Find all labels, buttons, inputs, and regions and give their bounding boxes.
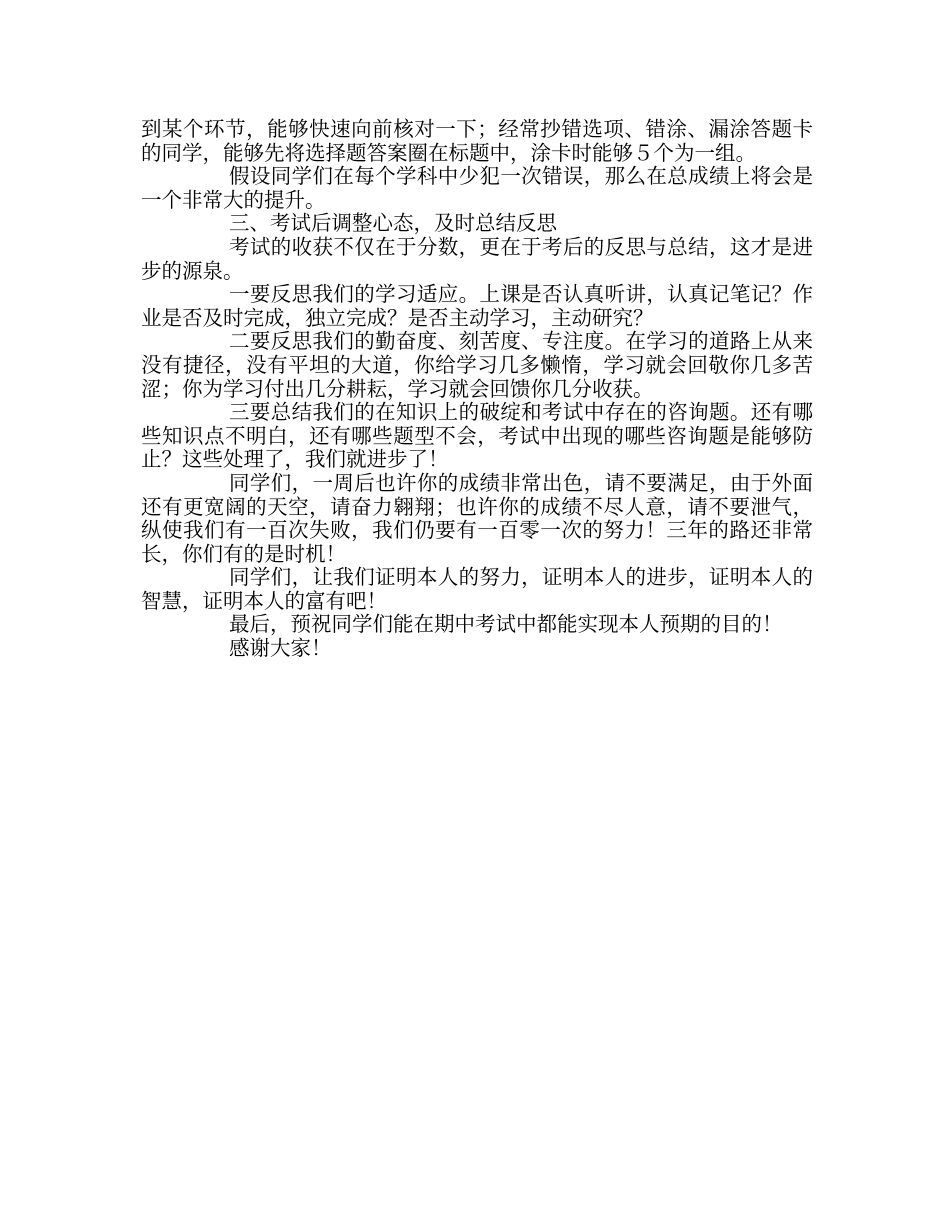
paragraph-prove-yourself: 同学们，让我们证明本人的努力，证明本人的进步，证明本人的智慧，证明本人的富有吧！ <box>141 565 813 613</box>
paragraph-summarize-gaps: 三要总结我们的在知识上的破绽和考试中存在的咨询题。还有哪些知识点不明白，还有哪些题型不会，考试中出现的哪些咨询题是能够防止？这些处理了，我们就进步了！ <box>141 400 813 472</box>
paragraph-encouragement: 同学们，一周后也许你的成绩非常出色，请不要满足，由于外面还有更宽阔的天空，请奋力翱翔；也许你的成绩不尽人意，请不要泄气，纵使我们有一百次失败，我们仍要有一百零一次的努力！三年的路还非常长，你们有的是时机！ <box>141 470 813 566</box>
paragraph-reflect-adaptation: 一要反思我们的学习适应。上课是否认真听讲，认真记笔记？作业是否及时完成，独立完成？是否主动学习，主动研究？ <box>141 282 813 330</box>
section-heading-three: 三、考试后调整心态，及时总结反思 <box>229 211 557 236</box>
paragraph-improvement: 假设同学们在每个学科中少犯一次错误，那么在总成绩上将会是一个非常大的提升。 <box>141 164 813 212</box>
paragraph-thanks: 感谢大家！ <box>229 636 332 661</box>
paragraph-reflect-diligence: 二要反思我们的勤奋度、刻苦度、专注度。在学习的道路上从来没有捷径，没有平坦的大道，你给学习几多懒惰，学习就会回敬你几多苦涩；你为学习付出几分耕耘，学习就会回馈你几分收获。 <box>141 329 813 401</box>
document-body <box>141 118 813 661</box>
paragraph-reflection-intro: 考试的收获不仅在于分数，更在于考后的反思与总结，这才是进步的源泉。 <box>141 234 813 283</box>
paragraph-continuation: 到某个环节，能够快速向前核对一下；经常抄错选项、错涂、漏涂答题卡的同学，能够先将选择题答案圈在标题中，涂卡时能够５个为一组。 <box>141 117 813 165</box>
paragraph-best-wishes: 最后，预祝同学们能在期中考试中都能实现本人预期的目的！ <box>229 612 783 637</box>
